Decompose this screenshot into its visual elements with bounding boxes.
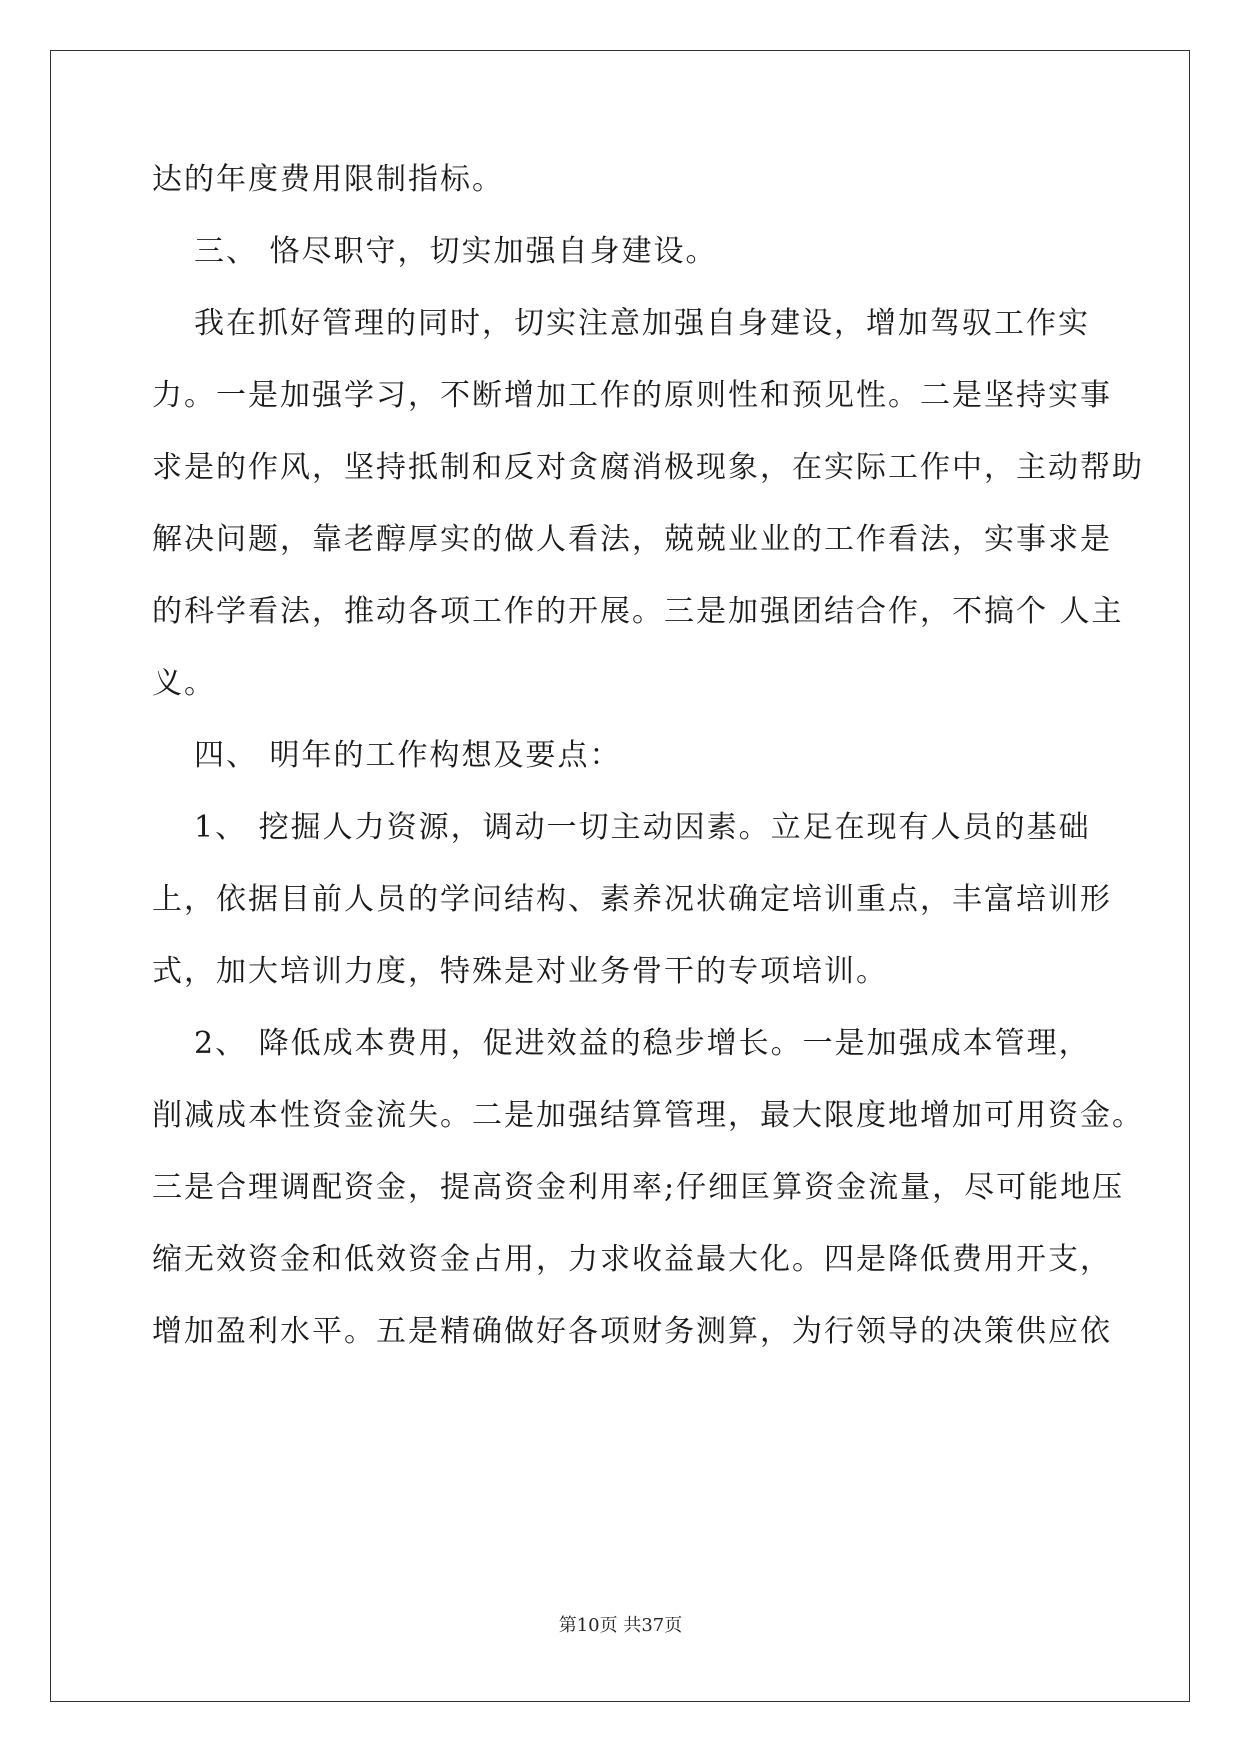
text-line: 上，依据目前人员的学问结构、素养况状确定培训重点，丰富培训形 [152,882,1112,917]
text-line: 求是的作风，坚持抵制和反对贪腐消极现象，在实际工作中，主动帮助 [152,450,1144,485]
text-line: 式，加大培训力度，特殊是对业务骨干的专项培训。 [152,954,888,989]
text-line: 2、 降低成本费用，促进效益的稳步增长。一是加强成本管理， [194,1026,1091,1061]
section-heading: 四、 明年的工作构想及要点： [194,738,622,773]
text-line: 削减成本性资金流失。二是加强结算管理，最大限度地增加可用资金。 [152,1098,1144,1133]
text-line: 我在抓好管理的同时，切实注意加强自身建设，增加驾驭工作实 [194,306,1090,341]
text-line: 缩无效资金和低效资金占用，力求收益最大化。四是降低费用开支， [152,1242,1112,1277]
text-line: 增加盈利水平。五是精确做好各项财务测算，为行领导的决策供应依 [152,1314,1112,1349]
text-line: 的科学看法，推动各项工作的开展。三是加强团结合作，不搞个 人主 [152,594,1124,629]
page-number: 第10页 共37页 [558,1615,683,1636]
section-heading: 三、 恪尽职守，切实加强自身建设。 [194,234,718,269]
page-border [50,50,1190,1702]
text-line: 解决问题，靠老醇厚实的做人看法，兢兢业业的工作看法，实事求是 [152,522,1112,557]
text-line: 三是合理调配资金，提高资金利用率;仔细匡算资金流量，尽可能地压 [152,1170,1125,1205]
text-line: 力。一是加强学习，不断增加工作的原则性和预见性。二是坚持实事 [152,378,1112,413]
text-line: 1、 挖掘人力资源，调动一切主动因素。立足在现有人员的基础 [194,810,1091,845]
text-line: 义。 [152,666,216,701]
text-line: 达的年度费用限制指标。 [152,162,504,197]
